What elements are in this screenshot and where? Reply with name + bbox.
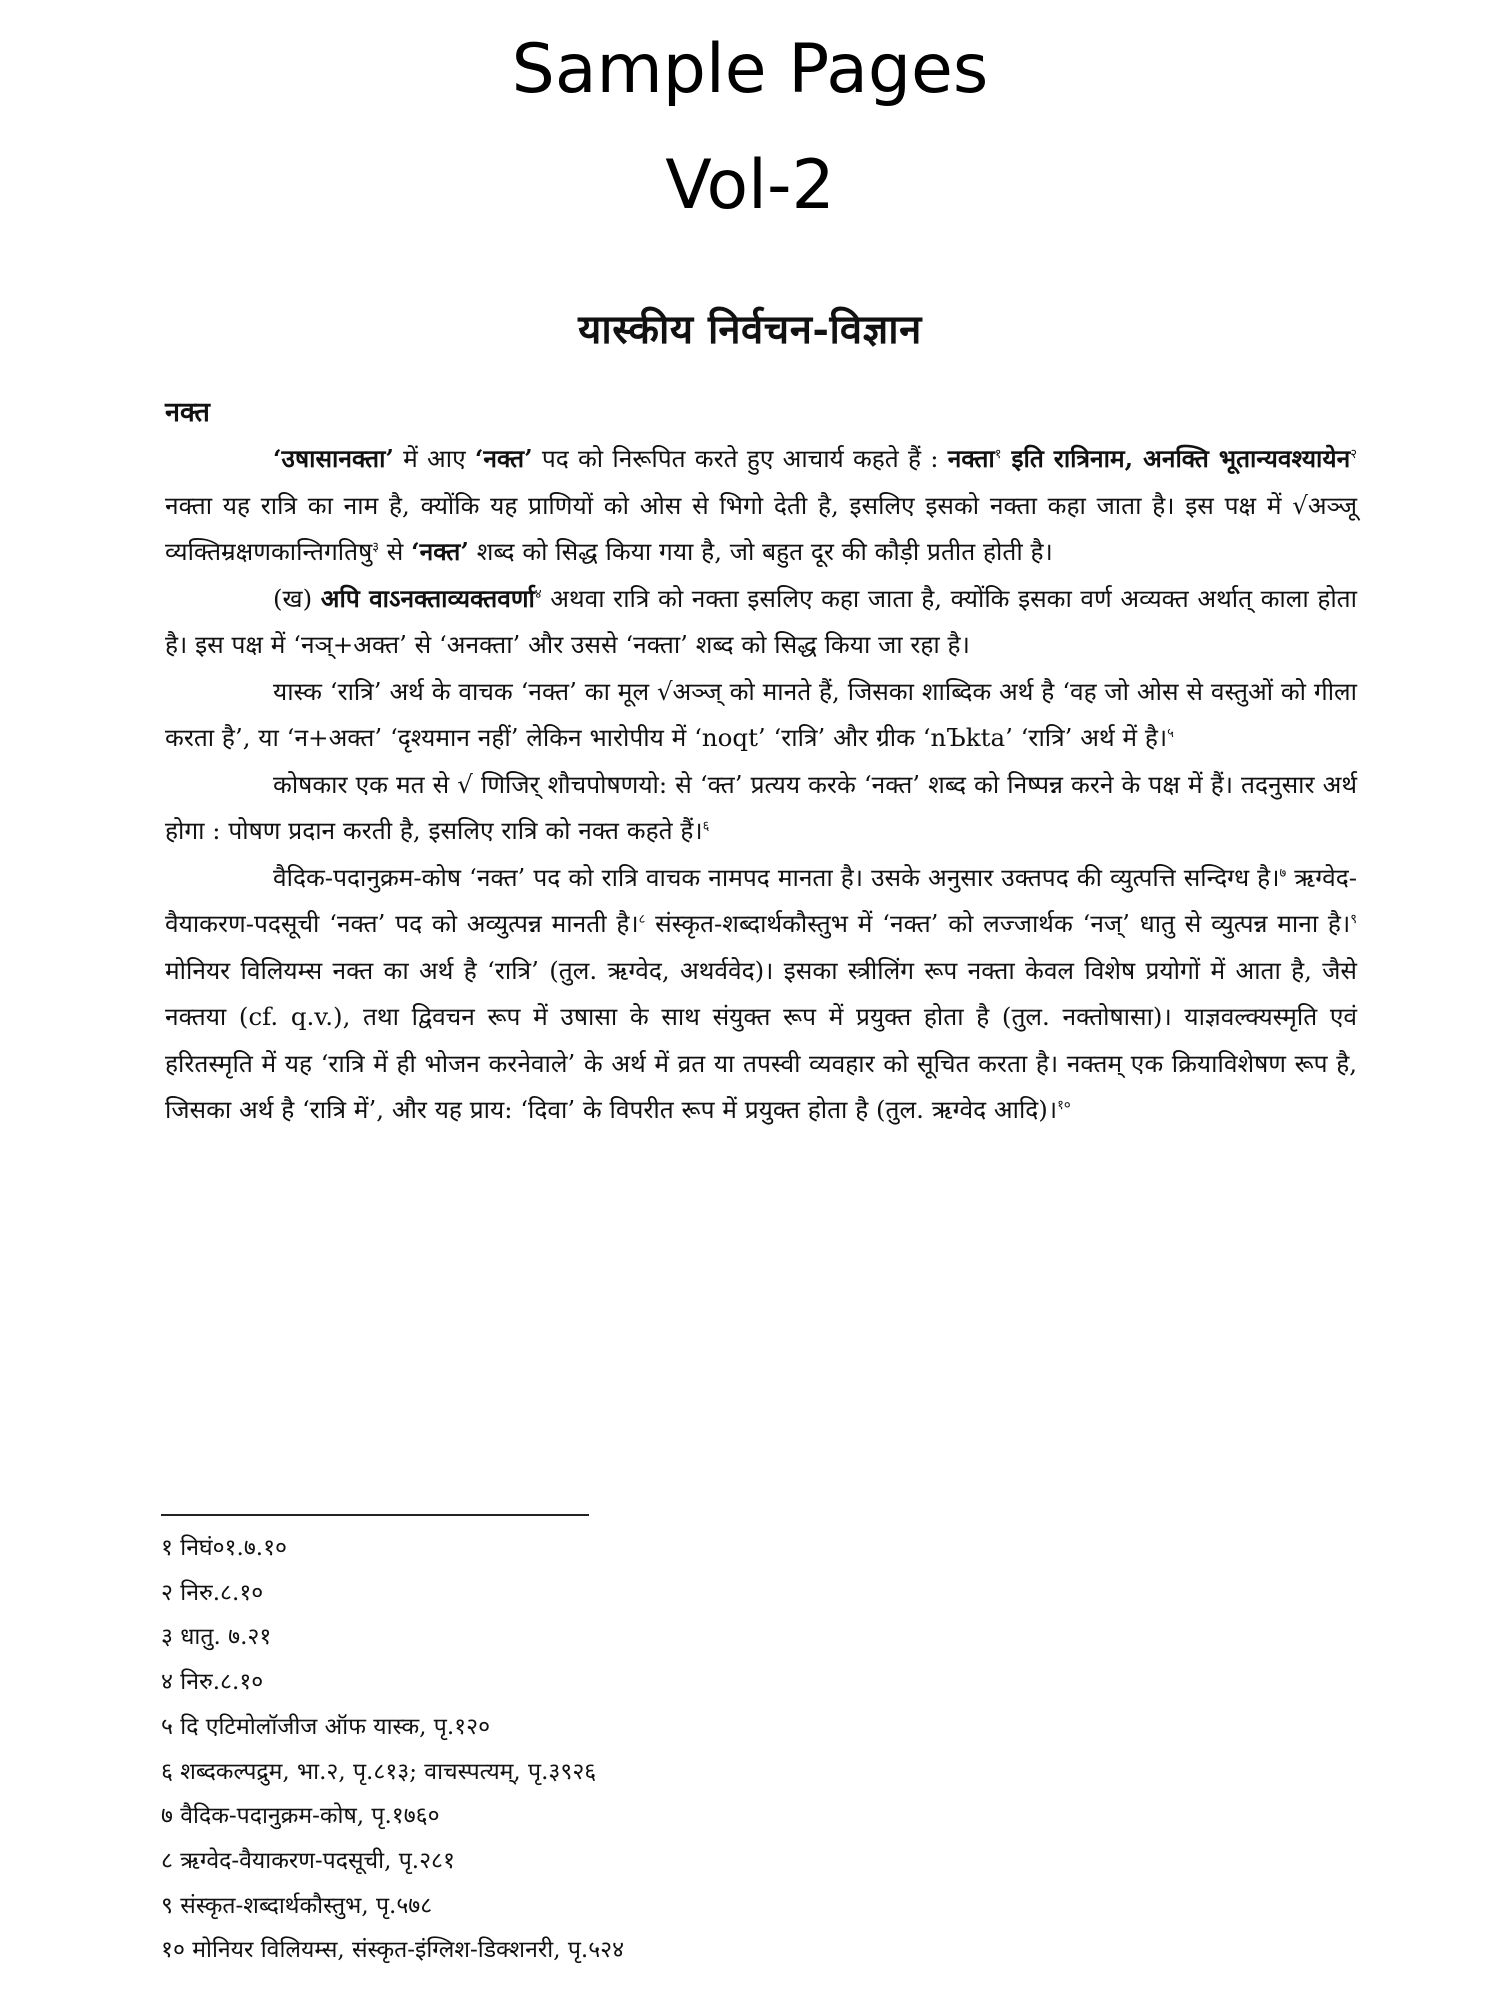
footnote: ५ दि एटिमोलॉजीज ऑफ यास्क, पृ.१२० xyxy=(161,1713,491,1740)
text: (ख) xyxy=(273,583,321,613)
text: से xyxy=(379,537,412,566)
banner-volume: Vol-2 xyxy=(665,146,835,225)
footnote-ref: ८ xyxy=(638,911,646,927)
term: ‘नक्त’ xyxy=(474,444,533,473)
paragraph-2 xyxy=(165,576,1357,669)
term: ‘उषासानक्ता’ xyxy=(273,444,394,473)
footnote: १० मोनियर विलियम्स, संस्कृत-इंग्लिश-डिक्शनरी, पृ.५२४ xyxy=(161,1937,625,1964)
paragraph-4 xyxy=(165,762,1357,855)
footnote: ९ संस्कृत-शब्दार्थकौस्तुभ, पृ.५७८ xyxy=(161,1892,433,1919)
text: मोनियर विलियम्स नक्त का अर्थ है ‘रात्रि’ (तुल. ऋग्वेद, अथर्ववेद)। इसका स्त्रीलिंग रूप नक्ता केवल विशेष प्रयोगों में आता है, जैसे नक्तया (cf. q.v.), तथा द्विवचन रूप में उषासा के साथ संयुक्त रूप में प्रयुक्त होता है (तुल. नक्तोषासा)। याज्ञवल्क्यस्मृति एवं हरितस्मृति में यह ‘रात्रि में ही भोजन करनेवाले’ के अर्थ में व्रत या तपस्वी व्यवहार को सूचित करता है। नक्तम् एक क्रियाविशेषण रूप है, जिसका अर्थ है ‘रात्रि में’, और यह प्राय: ‘दिवा’ के विपरीत रूप में प्रयुक्त होता है (तुल. ऋग्वेद आदि)। xyxy=(165,955,1357,1124)
footnote-ref: ५ xyxy=(1167,725,1174,741)
text: कोषकार एक मत से √ णिजिर् शौचपोषणयो: से ‘क्त’ प्रत्यय करके ‘नक्त’ शब्द को निष्पन्न करने के पक्ष में हैं। तदनुसार अर्थ होगा : पोषण प्रदान करती है, इसलिए रात्रि को नक्त कहते हैं। xyxy=(165,769,1357,845)
footnote-ref: १ xyxy=(994,446,1002,462)
footnote-ref: ३ xyxy=(372,539,380,555)
paragraph-5 xyxy=(165,855,1357,1134)
footnote-ref: ६ xyxy=(702,818,710,834)
text: शब्द को सिद्ध किया गया है, जो बहुत दूर की कौड़ी प्रतीत होती है। xyxy=(468,537,1053,566)
term: ‘नक्त’ xyxy=(411,537,469,566)
footnote-ref: १० xyxy=(1057,1097,1071,1113)
footnotes xyxy=(161,1526,1061,1973)
footnote: ७ वैदिक-पदानुक्रम-कोष, पृ.१७६० xyxy=(161,1803,440,1830)
footnote-ref: ४ xyxy=(534,586,542,602)
paragraph-1 xyxy=(165,436,1357,576)
body-text xyxy=(165,436,1357,1134)
text: ऋग्वेद-वैयाकरण-पदसूची ‘नक्त’ पद को अव्युत्पन्न मानती है। xyxy=(165,862,1357,938)
footnote: ३ धातु. ७.२१ xyxy=(161,1624,272,1651)
text: अथवा रात्रि को नक्ता इसलिए कहा जाता है, क्योंकि इसका वर्ण अव्यक्त अर्थात् काला होता है। इस पक्ष में ‘नञ्+अक्त’ से ‘अनक्ता’ और उससे ‘नक्ता’ शब्द को सिद्ध किया जा रहा है। xyxy=(165,583,1357,659)
footnote: २ निरु.८.१० xyxy=(161,1579,264,1606)
term: अपि वाऽनक्ताव्यक्तवर्णा xyxy=(320,583,535,613)
text: में आए xyxy=(393,444,475,473)
footnote: ८ ऋग्वेद-वैयाकरण-पदसूची, पृ.२८१ xyxy=(161,1847,455,1874)
banner-title: Sample Pages xyxy=(511,30,989,109)
term: नक्ता xyxy=(947,444,995,473)
text: पद को निरूपित करते हुए आचार्य कहते हैं : xyxy=(532,444,948,473)
footnote: ४ निरु.८.१० xyxy=(161,1669,264,1696)
text: नक्ता यह रात्रि का नाम है, क्योंकि यह प्राणियों को ओस से भिगो देती है, इसलिए इसको नक्ता कहा जाता है। इस पक्ष में √अञ्जू व्यक्तिम्रक्षणकान्तिगतिषु xyxy=(165,490,1357,566)
text: यास्क ‘रात्रि’ अर्थ के वाचक ‘नक्त’ का मूल √अञ्ज् को मानते हैं, जिसका शाब्दिक अर्थ है ‘वह जो ओस से वस्तुओं को गीला करता है’, या ‘न+अक्त’ ‘दृश्यमान नहीं’ लेकिन भारोपीय में ‘noqt’ ‘रात्रि’ और ग्रीक ‘nЪkta’ ‘रात्रि’ अर्थ में है। xyxy=(165,676,1357,752)
paragraph-3 xyxy=(165,669,1357,762)
footnote-ref: २ xyxy=(1350,446,1357,462)
page-title: यास्कीय निर्वचन-विज्ञान xyxy=(578,306,922,353)
footnote: १ निघं०१.७.१० xyxy=(161,1535,288,1561)
text: वैदिक-पदानुक्रम-कोष ‘नक्त’ पद को रात्रि वाचक नामपद मानता है। उसके अनुसार उक्तपद की व्युत्पत्ति सन्दिग्ध है। xyxy=(273,862,1280,892)
footnote-ref: ९ xyxy=(1350,911,1357,927)
text: संस्कृत-शब्दार्थकौस्तुभ में ‘नक्त’ को लज्जार्थक ‘नज्’ धातु से व्युत्पन्न माना है। xyxy=(645,909,1351,938)
footnote-ref: ७ xyxy=(1279,865,1287,881)
term: इति रात्रिनाम, अनक्ति भूतान्यवश्यायेन xyxy=(1001,444,1351,473)
footnote-divider xyxy=(161,1514,589,1516)
footnote: ६ शब्दकल्पद्रुम, भा.२, पृ.८१३; वाचस्पत्यम्, पृ.३९२६ xyxy=(161,1758,597,1785)
section-heading: नक्त xyxy=(165,397,210,428)
